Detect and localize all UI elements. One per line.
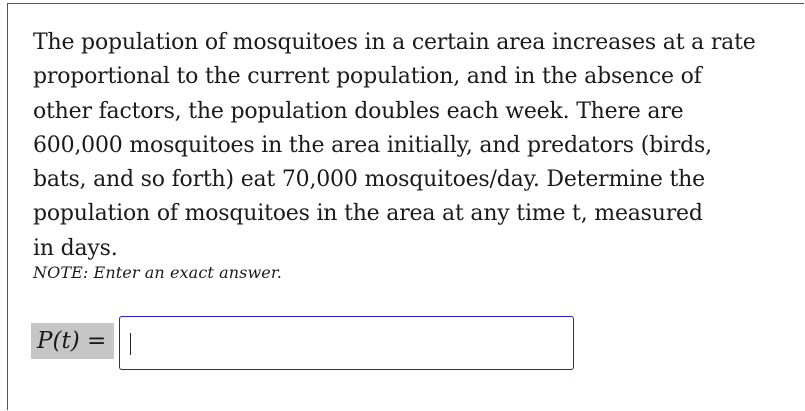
answer-label	[31, 323, 114, 359]
text-caret	[130, 333, 131, 355]
question-line: in days.	[33, 235, 118, 261]
question-line: proportional to the current population, and in the absence of	[33, 64, 702, 90]
question-text	[33, 26, 773, 266]
question-line: bats, and so forth) eat 70,000 mosquitoes/day. Determine the	[33, 167, 705, 193]
question-line: other factors, the population doubles each week. There are	[33, 98, 684, 124]
question-line: The population of mosquitoes in a certain area increases at a rate	[33, 30, 756, 55]
note-text: NOTE: Enter an exact answer.	[33, 263, 282, 282]
answer-input[interactable]	[119, 316, 574, 370]
question-line: 600,000 mosquitoes in the area initially, and predators (birds,	[33, 132, 712, 158]
answer-function-label: P(t)	[37, 328, 80, 354]
equals-sign: =	[79, 328, 107, 354]
question-line: population of mosquitoes in the area at any time t, measured	[33, 201, 703, 227]
